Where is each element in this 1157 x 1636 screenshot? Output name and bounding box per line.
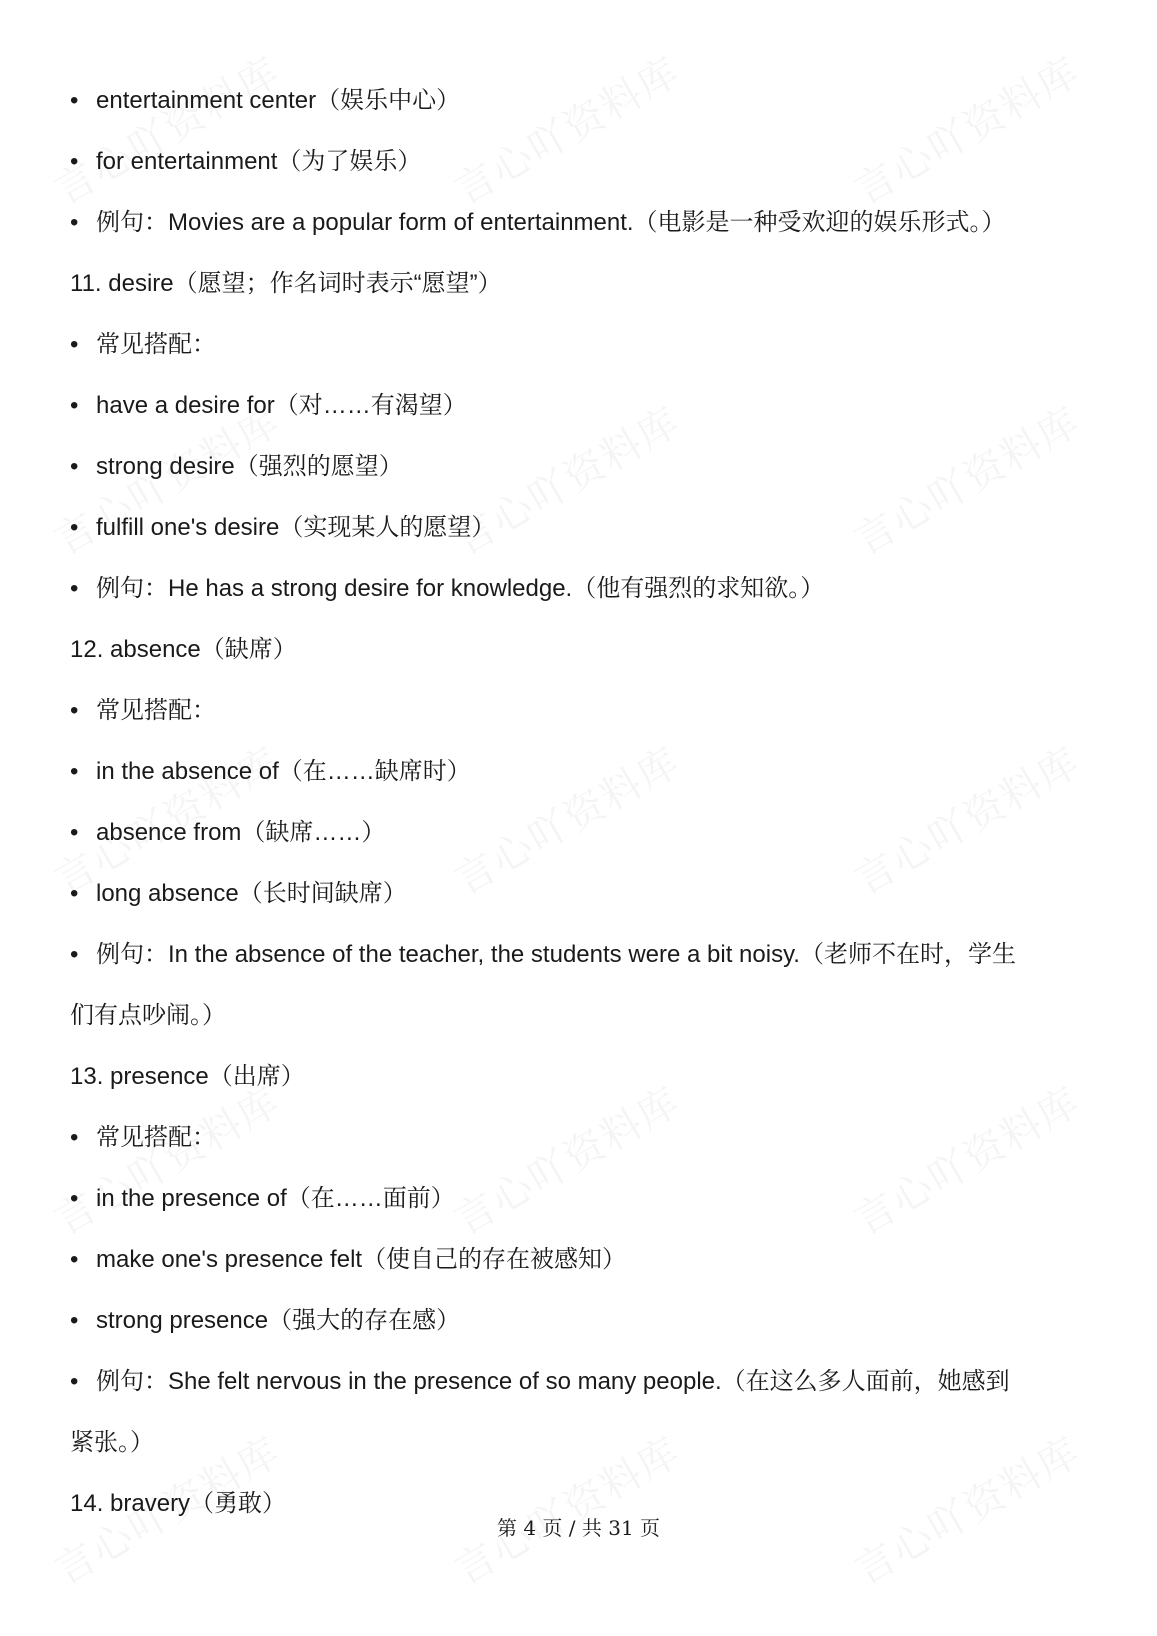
- bullet-icon: •: [70, 209, 79, 236]
- list-item-text: absence from（缺席……）: [96, 819, 386, 846]
- section-heading: 12. absence（缺席）: [70, 636, 297, 663]
- list-item-text: long absence（长时间缺席）: [96, 880, 407, 907]
- list-item-text: 常见搭配：: [96, 697, 216, 724]
- bullet-icon: •: [70, 514, 79, 541]
- bullet-icon: •: [70, 697, 79, 724]
- list-item-text: 常见搭配：: [96, 331, 216, 358]
- list-item: [70, 1107, 1100, 1168]
- list-item: [70, 558, 1100, 619]
- list-item: [70, 1351, 1100, 1412]
- continuation-text: 紧张。）: [70, 1429, 154, 1456]
- bullet-icon: •: [70, 453, 79, 480]
- list-item: [70, 1168, 1100, 1229]
- section-heading: 11. desire（愿望；作名词时表示“愿望”）: [70, 270, 502, 297]
- list-item: [70, 375, 1100, 436]
- bullet-icon: •: [70, 148, 79, 175]
- list-item: [70, 802, 1100, 863]
- bullet-icon: •: [70, 880, 79, 907]
- bullet-icon: •: [70, 758, 79, 785]
- page-footer: 第 4 页 / 共 31 页: [496, 1516, 661, 1540]
- bullet-icon: •: [70, 941, 79, 968]
- bullet-icon: •: [70, 1307, 79, 1334]
- list-item: [70, 497, 1100, 558]
- page-content: [70, 70, 1100, 1534]
- list-item: [70, 436, 1100, 497]
- list-item-text: in the presence of（在……面前）: [96, 1185, 455, 1212]
- list-item-text: 例句：Movies are a popular form of entertainment.（电影是一种受欢迎的娱乐形式。）: [96, 209, 1006, 236]
- list-item-text: 例句：In the absence of the teacher, the students were a bit noisy.（老师不在时，学生: [96, 941, 1016, 968]
- bullet-icon: •: [70, 1246, 79, 1273]
- list-item-text: in the absence of（在……缺席时）: [96, 758, 471, 785]
- list-item-text: fulfill one's desire（实现某人的愿望）: [96, 514, 496, 541]
- list-item-text: 例句：He has a strong desire for knowledge.（他有强烈的求知欲。）: [96, 575, 825, 602]
- list-item-text: 常见搭配：: [96, 1124, 216, 1151]
- section-heading: 13. presence（出席）: [70, 1063, 305, 1090]
- list-item-text: have a desire for（对……有渴望）: [96, 392, 467, 419]
- list-item: [70, 924, 1100, 985]
- section-heading: 14. bravery（勇敢）: [70, 1490, 287, 1517]
- bullet-icon: •: [70, 819, 79, 846]
- list-item-text: make one's presence felt（使自己的存在被感知）: [96, 1246, 627, 1273]
- list-item: [70, 863, 1100, 924]
- bullet-icon: •: [70, 1124, 79, 1151]
- list-item: [70, 70, 1100, 131]
- list-item-text: for entertainment（为了娱乐）: [96, 148, 422, 175]
- bullet-icon: •: [70, 87, 79, 114]
- list-item-text: strong desire（强烈的愿望）: [96, 453, 403, 480]
- list-item-text: strong presence（强大的存在感）: [96, 1307, 461, 1334]
- list-item-text: entertainment center（娱乐中心）: [96, 87, 461, 114]
- list-item: [70, 1229, 1100, 1290]
- continuation-text: 们有点吵闹。）: [70, 1002, 226, 1029]
- bullet-icon: •: [70, 1185, 79, 1212]
- list-item-text: 例句：She felt nervous in the presence of so many people.（在这么多人面前，她感到: [96, 1368, 1010, 1395]
- bullet-icon: •: [70, 1368, 79, 1395]
- bullet-icon: •: [70, 392, 79, 419]
- bullet-icon: •: [70, 575, 79, 602]
- list-item: [70, 314, 1100, 375]
- list-item: [70, 131, 1100, 192]
- list-item: [70, 741, 1100, 802]
- bullet-icon: •: [70, 331, 79, 358]
- list-item: [70, 1290, 1100, 1351]
- list-item: [70, 192, 1100, 253]
- list-item: [70, 680, 1100, 741]
